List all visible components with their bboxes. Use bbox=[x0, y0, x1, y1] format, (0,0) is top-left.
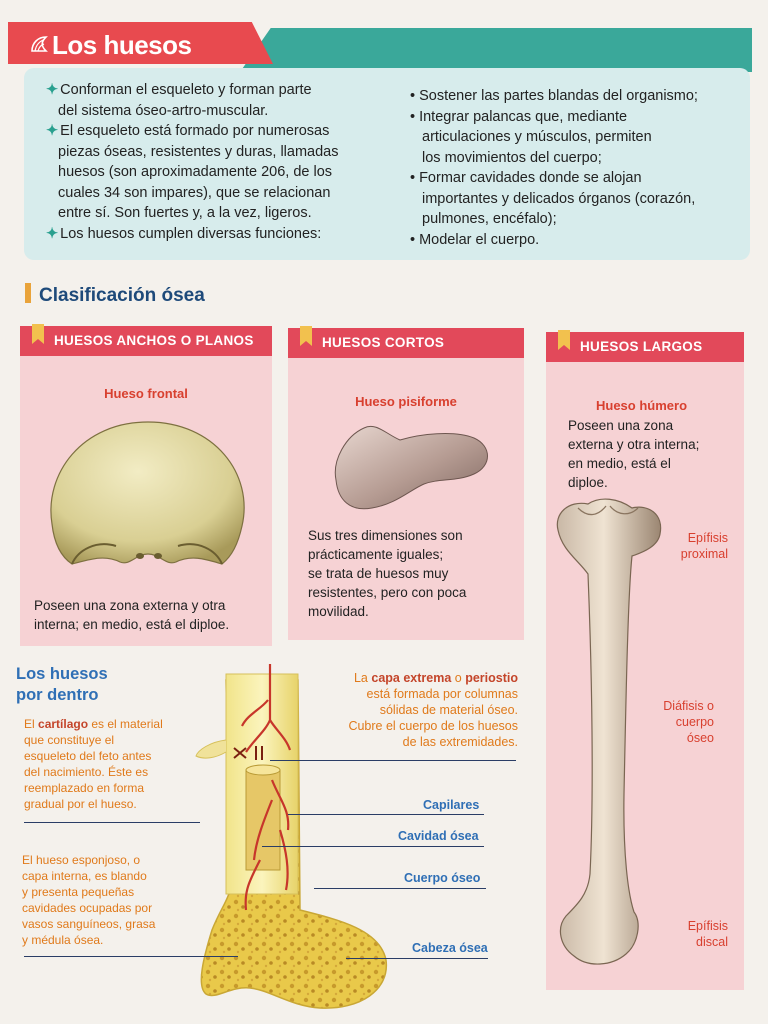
label-bone-cavity: Cavidad ósea bbox=[398, 829, 479, 843]
inside-title: Los huesos por dentro bbox=[16, 665, 108, 704]
intro-left-line: ✦ El esqueleto está formado por numerosas bbox=[46, 123, 330, 139]
intro-left-line: ✦ Los huesos cumplen diversas funciones: bbox=[46, 225, 322, 242]
bullet-icon: • bbox=[410, 108, 416, 125]
leader-line-spongy bbox=[24, 956, 238, 957]
bullet-icon: • bbox=[410, 170, 416, 186]
spongy-bone-text: El hueso esponjoso, o capa interna, es blando y presenta pequeñas cavidades ocupadas por vasos sanguíneos, grasa y médula ósea. bbox=[22, 853, 156, 947]
intro-right-line: articulaciones y músculos, permiten bbox=[422, 129, 652, 145]
label-epiphysis-proximal: Epífisis proximal bbox=[680, 531, 728, 561]
page-title: Los huesos bbox=[52, 30, 192, 60]
leader-line-head bbox=[346, 958, 488, 959]
bullet-icon: ✦ bbox=[46, 123, 59, 139]
header-teal-band bbox=[240, 28, 752, 72]
intro-left-line: ✦ Conforman el esqueleto y forman parte bbox=[46, 82, 312, 98]
leader-line-capillaries bbox=[288, 814, 484, 815]
card-description: Sus tres dimensiones son prácticamente iguales; se trata de huesos muy resistentes, pero con poca movilidad. bbox=[308, 528, 467, 619]
card-short-bones bbox=[288, 328, 524, 640]
bullet-icon: • bbox=[410, 231, 416, 248]
example-name: Hueso húmero bbox=[596, 398, 688, 413]
card-long-bones bbox=[546, 332, 744, 990]
leader-line-periosteum bbox=[270, 760, 516, 761]
card-header-label: HUESOS ANCHOS O PLANOS bbox=[54, 333, 254, 348]
card-description: Poseen una zona externa y otra interna; en medio, está el diploe. bbox=[34, 598, 230, 632]
bookmark-icon bbox=[32, 324, 44, 344]
intro-right-line: • Modelar el cuerpo. bbox=[410, 231, 540, 248]
periosteum-text: La capa extrema o periostio está formada por columnas sólidas de material óseo. Cubre el cuerpo de los huesos de las extremidades. bbox=[348, 671, 518, 749]
intro-right-line: • Sostener las partes blandas del organismo; bbox=[410, 88, 698, 104]
card-header-flat bbox=[20, 326, 272, 356]
intro-right-column bbox=[410, 86, 740, 250]
section-title: Clasificación ósea bbox=[39, 285, 205, 306]
intro-left-line: del sistema óseo-artro-muscular. bbox=[58, 102, 269, 119]
card-description: Poseen una zona externa y otra interna; en medio, está el diploe. bbox=[568, 418, 700, 490]
bullet-icon: ✦ bbox=[46, 82, 59, 98]
bullet-icon: • bbox=[410, 88, 416, 104]
card-header-label: HUESOS LARGOS bbox=[580, 339, 703, 354]
frontal-bone-illustration bbox=[42, 414, 254, 576]
card-header-label: HUESOS CORTOS bbox=[322, 335, 445, 350]
bullet-icon: ✦ bbox=[46, 225, 59, 242]
label-diaphysis: Diáfisis o cuerpo óseo bbox=[663, 699, 714, 745]
leader-line-cavity bbox=[262, 846, 484, 847]
pisiform-bone-illustration bbox=[324, 420, 494, 520]
humerus-illustration bbox=[548, 494, 672, 974]
label-bone-body: Cuerpo óseo bbox=[404, 871, 481, 885]
intro-right-line: los movimientos del cuerpo; bbox=[422, 149, 602, 166]
intro-left-line: entre sí. Son fuertes y, a la vez, ligeros. bbox=[58, 205, 312, 221]
intro-left-line: huesos (son aproximadamente 206, de los bbox=[58, 164, 333, 180]
cartilage-text: El cartílago es el material que constituye el esqueleto del feto antes del nacimiento. Éste es reemplazado en forma gradual por el hueso. bbox=[24, 717, 163, 811]
intro-left-line: piezas óseas, resistentes y duras, llamadas bbox=[58, 143, 339, 160]
card-header-short bbox=[288, 328, 524, 358]
intro-right-line: importantes y delicados órganos (corazón, bbox=[422, 190, 696, 207]
label-bone-head: Cabeza ósea bbox=[412, 941, 488, 955]
label-capillaries: Capilares bbox=[423, 798, 480, 812]
intro-right-line: • Formar cavidades donde se alojan bbox=[410, 170, 642, 186]
bookmark-icon bbox=[558, 330, 570, 350]
intro-right-line: pulmones, encéfalo); bbox=[422, 211, 557, 227]
card-header-long bbox=[546, 332, 744, 362]
bookmark-icon bbox=[300, 326, 312, 346]
intro-left-column bbox=[46, 80, 386, 244]
intro-right-line: • Integrar palancas que, mediante bbox=[410, 108, 628, 125]
leader-line-body bbox=[314, 888, 486, 889]
example-name: Hueso frontal bbox=[104, 386, 188, 401]
card-flat-bones bbox=[20, 326, 272, 646]
shell-icon bbox=[30, 35, 48, 53]
intro-left-line: cuales 34 son impares), que se relacionan bbox=[58, 184, 331, 201]
example-name: Hueso pisiforme bbox=[355, 394, 457, 409]
leader-line-cartilage bbox=[24, 822, 200, 823]
section-marker bbox=[25, 283, 31, 303]
label-epiphysis-distal: Epífisis discal bbox=[687, 919, 728, 949]
